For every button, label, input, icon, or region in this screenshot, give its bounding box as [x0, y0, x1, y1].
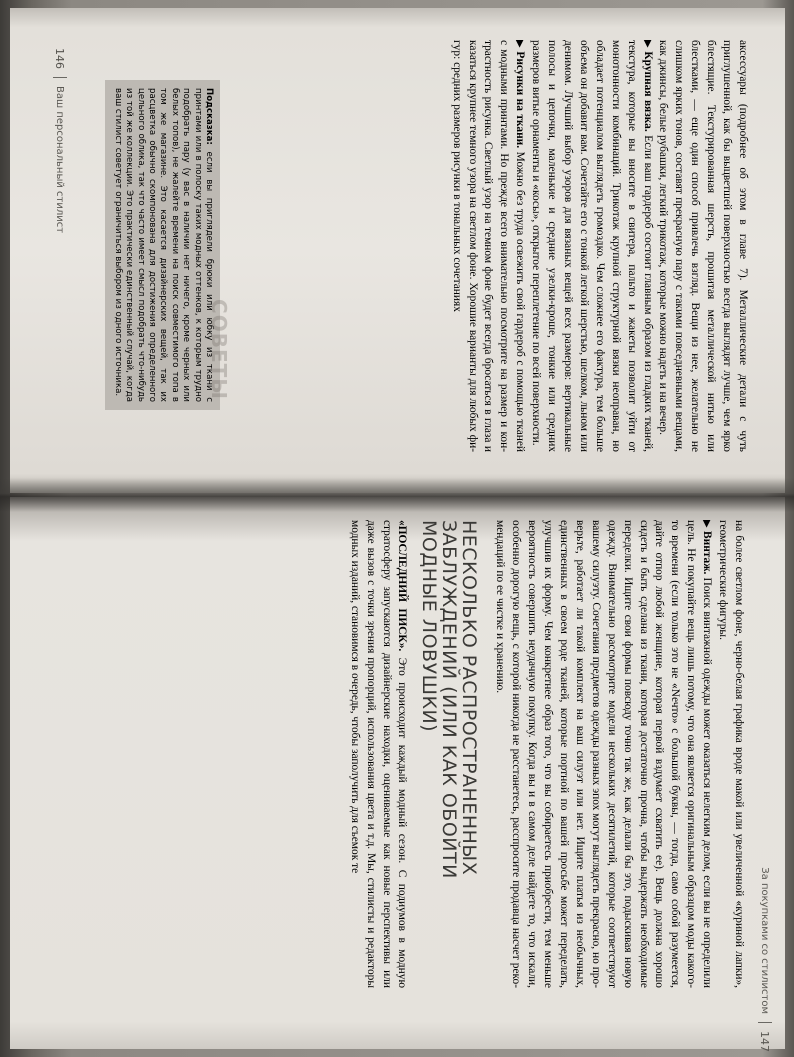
section-paragraph	[346, 520, 410, 988]
tip-box	[105, 80, 232, 410]
section-para-title: «ПОСЛЕДНИЙ ПИСК».	[396, 520, 409, 652]
bullet-title: Винтаж.	[701, 531, 714, 575]
tip-label: Подсказка:	[204, 88, 214, 145]
bullet-title: Рисунки на ткани.	[514, 51, 527, 149]
right-bullet-vintage	[492, 520, 715, 988]
section-heading	[420, 520, 480, 988]
section-para-text: Это происходит каждый модный сезон. С подиумов в модную стратосферу запускаются дизайнерские находки, оцениваемые как новые перспективы или даже вызов с точки зрения пропорций, использования цвета и т.д. Мы, стилисты и редакторы модных изданий, становимся в очередь, чтобы заполучить для съемок те	[348, 520, 409, 988]
left-bullet-knit	[527, 40, 654, 452]
section-heading-line: НЕСКОЛЬКО РАСПРОСТРАНЕННЫХ	[458, 520, 481, 876]
triangle-bullet-icon: ▶	[701, 520, 713, 529]
tip-watermark: СОВЕТЫ	[207, 299, 231, 400]
left-page-number: 146	[53, 48, 67, 69]
section-heading-line: ЗАБЛУЖДЕНИЙ (ИЛИ КАК ОБОЙТИ	[438, 520, 461, 879]
left-running-title: Ваш персональный стилист	[54, 86, 66, 234]
head-divider	[758, 1022, 772, 1023]
bullet-text: Можно без труда освежить свой гардероб с помощью тканей с модными принтами. Но прежде всего внимательно посмотрите на размер и контрастность рисунка. Светлый узор на темном фоне будет всегда бросаться в глаза и казаться крупнее темного узора на светлом фоне. Хорошие варианты для любых фигур: средних размеров рисунки в тональных сочетаниях	[450, 40, 527, 453]
right-intro-paragraph: на более светлом фоне, черно-белая графика вроде макой или увеличенной «куриной лапки», геометрические фигуры.	[717, 520, 745, 988]
left-bullet-prints	[448, 40, 528, 452]
right-running-head	[755, 752, 775, 1052]
right-page-number: 147	[758, 1031, 772, 1052]
bullet-text: Поиск винтажной одежды может оказаться нелегким делом, если вы не определили цель. Не покупайте вещь лишь потому, что она является оригинальным образцом моды какого-то времени (если только это не «Nечто» с большой буквы, — тогда, само собой разумеется, дайте отпор любой женщине, которая первой вздумает схватить ее). Вещь должна хорошо сидеть и быть сделана из ткани, которая достаточно прочна, чтобы выдержать необходимые переделки. Ищите свои формы повсюду точно так же, как делали бы это, подыскивая новую одежду. Внимательно рассмотрите модели нескольких десятилетий, которые соответствуют вашему силуэту. Сочетания предметов одежды разных эпох могут выглядеть прекрасно, но проверьте, работает ли такой комплект на ваш силуэт или нет. Ищите платья из необычных, единственных в своем роде тканей, которые портной по вашей просьбе может переделать, улучшив их форму. Чем конкретнее образ того, что вы собираетесь приобрести, тем меньше вероятность совершить неудачную покупку. Когда вы и в самом деле найдете то, что искали, особенно дорогую вещь, с которой никогда не расстанетесь, расспросите продавца насчет рекомендаций по ее чистке и хранению.	[494, 520, 714, 988]
tip-content	[105, 80, 231, 410]
right-running-title: За покупками со стилистом	[759, 867, 771, 1014]
bullet-text: Если ваш гардероб состоит главным образом из гладких тканей, текстура, которые вы вносите в свитера, пальто и жакеты позволит уйти от монотонности комбинаций. Трикотаж крупной структурной вязки неоправан, но обладает потенциалом выглядеть громоздко. Чем сложнее его фактура, тем больше объема он добавит вам. Сочетайте его с тонкой легкой шерстью, шелком, льном или денимом. Лучший выбор узоров для вязаных вещей всех размеров: вертикальные полосы и цепочки, маленькие и средние узелки-крошe, тонкие или средних размеров витые орнаменты и «косы», открытое переплетение по всей поверхности.	[530, 40, 654, 452]
triangle-bullet-icon: ▶	[641, 40, 653, 49]
section-heading-line: МОДНЫЕ ЛОВУШКИ)	[418, 520, 441, 733]
right-page-body	[66, 520, 746, 988]
left-intro-paragraph: аксессуары (подробнее об этом в главе 7). Металлические детали с чуть приглушенной, как бы выцветшей поверхностью всегда выглядят лучше, чем ярко блестящие. Текстурированная шерсть, прошитая металлической нитью или блестками, — еще один способ привлечь взгляд. Вещи из нее, желательно не слишком ярких тонов, составят прекрасную пару с такими повседневными вещами, как джинсы, белые рубашки, легкий трикотаж, которые можно надеть и на вечер.	[657, 40, 749, 452]
bullet-title: Крупная вязка.	[641, 51, 654, 132]
triangle-bullet-icon: ▶	[514, 40, 526, 49]
tip-text: если вы приглядели брюки или юбку из ткани с принтами или в полоску таких модных оттенков, к которым трудно подобрать пару (у вас в наличии нет ничего, кроме черных или белых топов), не жалейте времени на поиск совместимого топа в том же магазине. Это касается дизайнерских вещей, так их расцветка обычно скомпонована для достижения определенного цельного облика, так что часто имеет смысл подобрать что-нибудь из той же коллекции. Это практически единственный случай, когда ваш стилист советует ограничиться выбором из одного источника.	[112, 88, 214, 402]
